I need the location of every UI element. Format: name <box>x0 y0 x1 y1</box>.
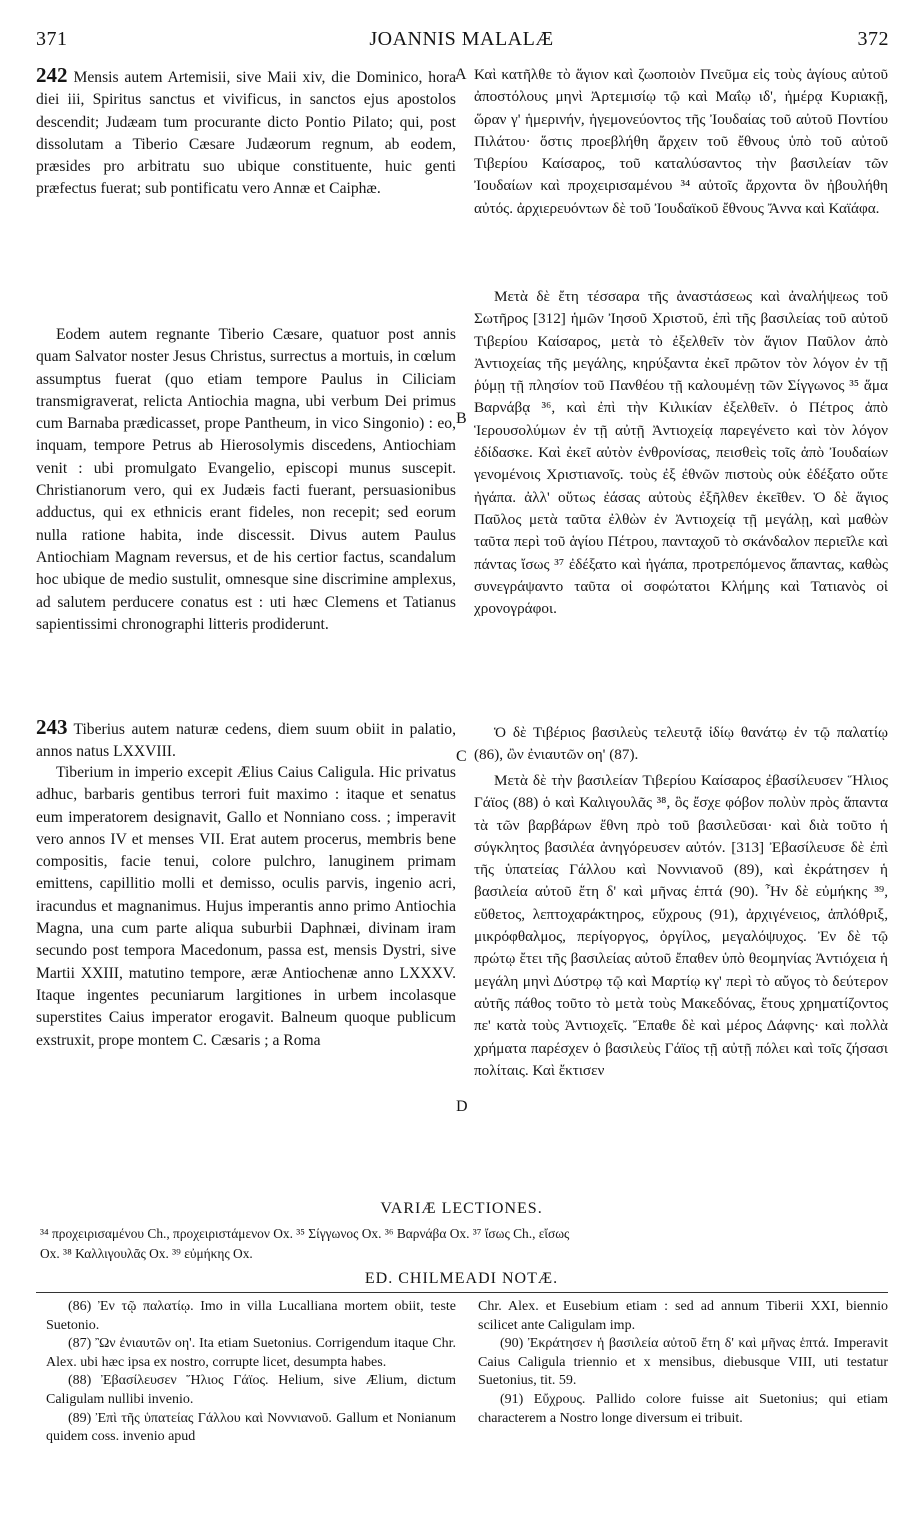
note-89-continued: Chr. Alex. et Eusebium etiam : sed ad annum Tiberii XXI, biennio scilicet ante Caligulam imp. <box>478 1299 888 1333</box>
note-87: (87) Ὢν ἐνιαυτῶν οη'. Ita etiam Suetonius. Corrigendum itaque Chr. Alex. ubi hæc ipsa ex nostro, corrupte licet, desumpta habes. <box>46 1336 456 1370</box>
variae-lectiones-title: VARIÆ LECTIONES. <box>380 1200 543 1217</box>
latin-paragraph-242 <box>36 64 456 201</box>
note-88: (88) Ἐβασίλευσεν Ἥλιος Γάϊος. Helium, sive Ælium, dictum Caligulam nullibi invenio. <box>46 1373 456 1407</box>
latin-text-243: Tiberius autem naturæ cedens, diem suum obiit in palatio, annos natus LXXVIII. <box>36 721 456 761</box>
note-90: (90) Ἐκράτησεν ἡ βασιλεία αὐτοῦ ἔτη δ' καὶ μῆνας ἑπτά. Imperavit Caius Caligula triennio et x mensibus, diebusque VIII, uti testatur Suetonius, tit. 59. <box>478 1336 888 1389</box>
notae-divider <box>36 1292 888 1293</box>
greek-paragraph-tiberius-death: Ὁ δὲ Τιβέριος βασιλεὺς τελευτᾷ ἰδίῳ θανάτῳ ἐν τῷ παλατίῳ (86), ὢν ἐνιαυτῶν οη' (87). <box>474 724 888 764</box>
margin-letter-a: A <box>455 66 467 83</box>
section-number-242: 242 <box>36 63 68 87</box>
note-86: (86) Ἐν τῷ παλατίῳ. Imo in villa Lucalliana mortem obiit, teste Suetonio. <box>46 1299 456 1333</box>
greek-paragraph-caligula: Μετὰ δὲ τὴν βασιλείαν Τιβερίου Καίσαρος ἐβασίλευσεν Ἥλιος Γάϊος (88) ὁ καὶ Καλιγουλᾶς ³⁸, ὃς ἔσχε φόβον πολὺν πρὸς ἅπαντα τὰ τῶν βαρβάρων ἔθνη πρὸ τοῦ βασιλεῦσαι· καὶ διὰ τοῦτο ἡ σύγκλητος βασιλέα ἀνηγόρευσεν αὐτόν. [313] Ἐβασίλευσε δὲ ἐπὶ τῆς ὑπατείας Γάλλου καὶ Νοννιανοῦ (89), καὶ ἐκράτησεν ἡ βασιλεία αὐτοῦ ἔτη δ' καὶ μῆνας ἑπτά (90). Ἦν δὲ εὐμήκης ³⁹, εὔθετος, λεπτοχαράκτηρος, εὔχρους (91), ἀρχιγένειος, ἁπλόθριξ, μικρόφθαλμος, περίγοργος, ὀργίλος, μεγαλόψυχος. Ἐν δὲ τῷ πρώτῳ ἔτει τῆς βασιλείας αὐτοῦ ἔπαθεν ὑπὸ θεομηνίας Ἀντιόχεια ἡ μεγάλη μηνὶ Δύστρῳ τῷ καὶ Μαρτίῳ κγ' περὶ τὸ αὔγος τὸ δεύτερον αὐτῆς πάθος τοῦτο τὸ μετὰ τοὺς Μακεδόνας, ἔτους χρηματίζοντος πε' κατὰ τοὺς Ἀντιοχεῖς. Ἔπαθε δὲ καὶ μέρος Δάφνης· καὶ πολλὰ χρήματα παρέσχεν ὁ βασιλεὺς Γάϊος τῇ αὐτῇ πόλει καὶ τοῖς ζήσασι πολίταις. Καὶ ἔκτισεν <box>474 772 888 1079</box>
latin-paragraph-caligula: Tiberium in imperio excepit Ælius Caius Caligula. Hic privatus adhuc, barbaris gentibus terrori fuit maximo : itaque et senatus eum imperatorem designavit, Gallo et Nonniano coss. ; imperavit vero annos IV et menses VII. Erat autem procerus, membris bene compositis, facie tenui, colore pulchro, lanuginem primam emittens, capillitio molli et demisso, oculis parvis, ingenio acri, iracundus et magnanimus. Hujus imperantis anno primo Antiochia Magna, una cum parte aliqua suburbii Daphnæi, divinam iram secundo post tempora Macedonum, passa est, mensis Dystri, sive Martii XXIII, matutino tempore, æræ Antiochenæ anno LXXXV. Itaque ingentes pecuniarum largitiones in urbem incolasque superstites Caius imperator erogavit. Balneum quoque publicum exstruxit, prope montem C. Cæsaris ; a Roma <box>36 764 456 1049</box>
section-number-243: 243 <box>36 715 68 739</box>
margin-letter-b: B <box>456 410 467 427</box>
notae-left-column <box>46 1298 456 1447</box>
latin-text-242: Mensis autem Artemisii, sive Maii xiv, die Dominico, hora diei iii, Spiritus sanctus et vivificus, in sanctos ejus apostolos descendit; Judæam tum procurante dicto Pontio Pilato; qui, post dissolutam a Tiberio Cæsare Judæorum regnum, ab eodem, præsides pro arbitratu suo ubique constituente, huic genti præfectus fuerat; sub pontificatu vero Annæ et Caiphæ. <box>36 69 456 198</box>
running-title: JOANNIS MALALÆ <box>369 28 554 50</box>
variae-lectiones-line-2: Ox. ³⁸ Καλλιγουλᾶς Ox. ³⁹ εὐμήκης Ox. <box>40 1246 253 1261</box>
greek-paragraph-pentecost: Καὶ κατῆλθε τὸ ἅγιον καὶ ζωοποιὸν Πνεῦμα εἰς τοὺς ἁγίους αὐτοῦ ἀποστόλους μηνὶ Ἀρτεμισίῳ τῷ καὶ Μαΐῳ ιδ', ἡμέρᾳ Κυριακῇ, ὥραν γ' ἡμερινήν, ἡγεμονεύοντος τῆς Ἰουδαίας τοῦ αὐτοῦ Ποντίου Πιλάτου· ὅστις προεβλήθη ἄρχειν τοῦ ἔθνους ὑπὸ τοῦ αὐτοῦ Τιβερίου Καίσαρος, τοῦ καταλύσαντος τὴν βασιλείαν τῶν Ἰουδαίων καὶ προχειρισαμένου ³⁴ αὐτοῖς ἄρχοντα ὃν ἠβουλήθη αὐτός. ἀρχιερευόντων δὲ τοῦ Ἰουδαϊκοῦ ἔθνους Ἄννα καὶ Καϊάφα. <box>474 66 888 217</box>
latin-paragraph-243 <box>36 716 456 764</box>
page-number-right: 372 <box>857 28 889 50</box>
margin-letter-d: D <box>456 1098 468 1115</box>
margin-letter-c: C <box>456 748 467 765</box>
variae-lectiones-line-1: ³⁴ προχειρισαμένου Ch., προχειριστάμενον Ox. ³⁵ Σίγγωνος Ox. ³⁶ Βαρνάβα Ox. ³⁷ ἴσως Ch., εἴσως <box>40 1226 570 1241</box>
note-91: (91) Εὔχρους. Pallido colore fuisse ait Suetonius; qui etiam characterem a Nostro longe diversum ei tribuit. <box>478 1391 888 1426</box>
note-89: (89) Ἐπὶ τῆς ὑπατείας Γάλλου καὶ Νοννιανοῦ. Gallum et Nonianum quidem coss. invenio apud <box>46 1410 456 1445</box>
notae-right-column <box>478 1298 888 1428</box>
page-number-left: 371 <box>36 28 68 50</box>
latin-paragraph-peter-antioch: Eodem autem regnante Tiberio Cæsare, quatuor post annis quam Salvator noster Jesus Christus, surrectus a mortuis, in cœlum assumptus fuerat (quo etiam tempore Paulus in Ciliciam transmigraverat, relicta Antiochia magna, ubi verbum Dei primus cum Barnaba prædicasset, prope Pantheum, in vico Singonio) : eo, inquam, tempore Petrus ab Hierosolymis discedens, Antiochiam venit : ubi promulgato Evangelio, episcopi munus suscepit. Christianorum vero, qui ex Judæis facti fuerant, persuasionibus adductus, qui ex ethnicis erant fideles, non recepit; sed eorum nulla ratione habita, inde discessit. Divus autem Paulus Antiochiam Magnam reversus, et de his certior factus, scandalum hoc ubique de medio sustulit, omnesque sine discrimine amplexus, ad salutem perducere conatus est : uti hæc Clemens et Tatianus sapientissimi chronographi litteris prodiderunt. <box>36 326 456 633</box>
greek-paragraph-peter-antioch: Μετὰ δὲ ἔτη τέσσαρα τῆς ἀναστάσεως καὶ ἀναλήψεως τοῦ Σωτῆρος [312] ἡμῶν Ἰησοῦ Χριστοῦ, ἐπὶ τῆς βασιλείας τοῦ αὐτοῦ Τιβερίου Καίσαρος, μετὰ τὸ ἐξελθεῖν τὸν ἅγιον Παῦλον ἀπὸ Ἀντιοχείας τῆς μεγάλης, κηρύξαντα ἐκεῖ πρῶτον τὸν λόγον ἐν τῇ ῥύμῃ τῇ πλησίον τοῦ Πανθέου τῇ καλουμένῃ τῶν Σίγγωνος ³⁵ ἅμα Βαρνάβᾳ ³⁶, καὶ ἐπὶ τὴν Κιλικίαν ἐξελθεῖν. ὁ Πέτρος ἀπὸ Ἱερουσολύμων ἐν τῇ αὐτῇ Ἀντιοχείᾳ παρεγένετο καὶ τὸν λόγον ἐδίδασκε. Καὶ ἐκεῖ αὐτὸν ἐνθρονίσας, πεισθεὶς τοῖς ἀπὸ Ἰουδαίων γενομένοις Χριστιανοῖς. τοὺς ἐξ ἐθνῶν πιστοὺς οὐκ ἐδέξατο οὔτε ἠγάπα. ἀλλ' οὕτως ἐάσας αὐτοὺς ἐξῆλθεν ἐκεῖθεν. Ὁ δὲ ἅγιος Παῦλος μετὰ ταῦτα ἐλθὼν ἐν Ἀντιοχείᾳ τῇ μεγάλῃ, καὶ μαθὼν ταῦτα περὶ τοῦ ἁγίου Πέτρου, πανταχοῦ τὸ σκάνδαλον περιεῖλε καὶ πάντας ἴσως ³⁷ ἐδέξατο καὶ ἠγάπα, προτρεπόμενος ἅπαντας, καθὼς συνεγράψαντο ταῦτα οἱ σοφώτατοι Κλήμης καὶ Τατιανὸς οἱ χρονογράφοι. <box>474 288 888 618</box>
notae-title: ED. CHILMEADI NOTÆ. <box>364 1270 559 1287</box>
